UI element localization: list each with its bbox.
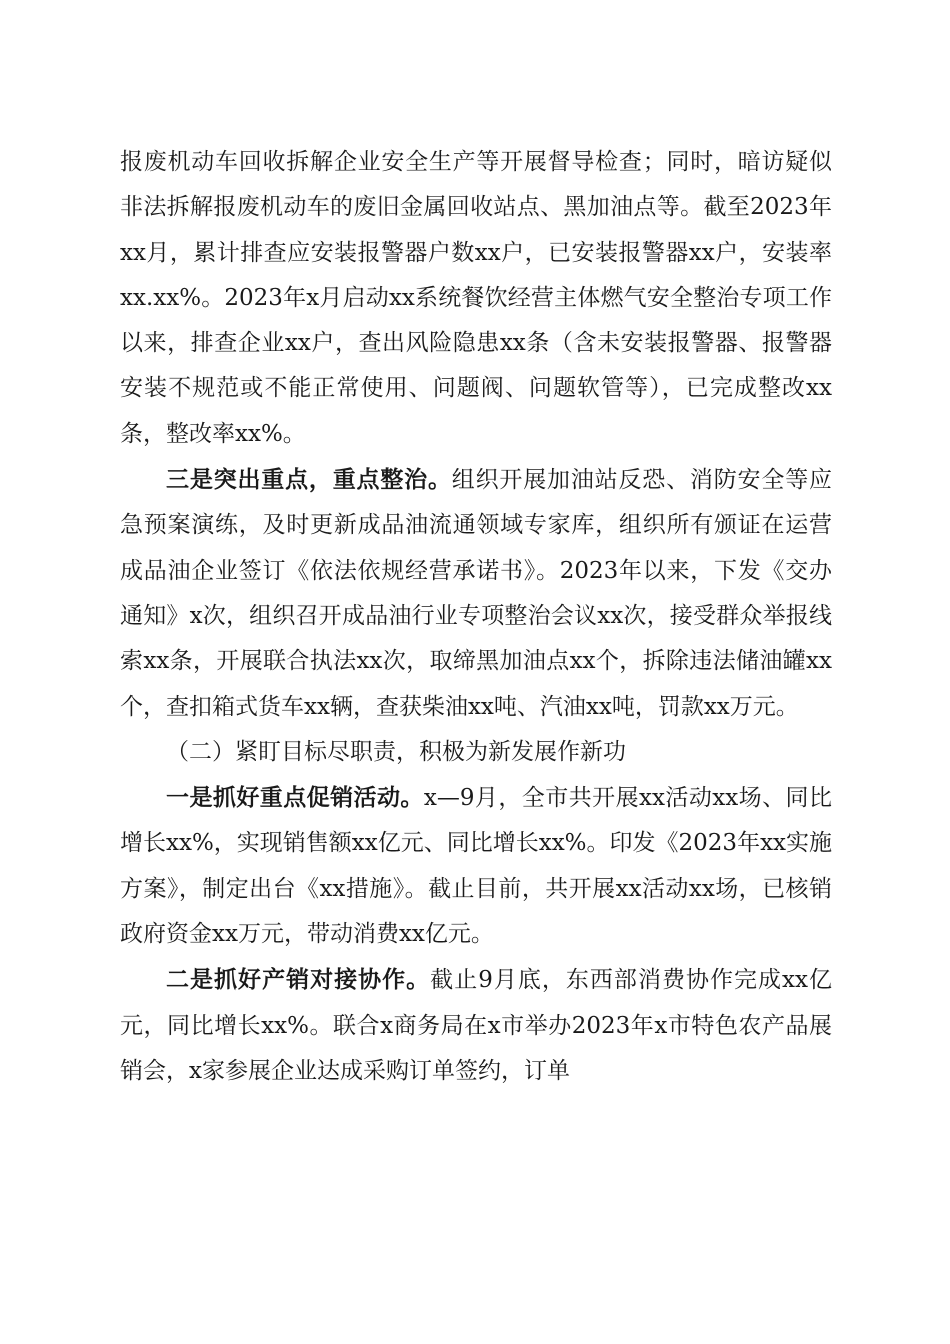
paragraph-production-sales [120,957,832,1094]
paragraph-lead: 二是抓好产销对接协作。 [166,966,431,994]
paragraph-key-rectification [120,457,832,730]
paragraph-text: 组织开展加油站反恐、消防安全等应急预案演练，及时更新成品油流通领域专家库，组织所有颁证在运营成品油企业签订《依法依规经营承诺书》。2023年以来，下发《交办通知》x次，组织召开成品油行业专项整治会议xx次，接受群众举报线索xx条，开展联合执法xx次，取缔黑加油点xx个，拆除违法储油罐xx个，查扣箱式货车xx辆，查获柴油xx吨、汽油xx吨，罚款xx万元。 [120,467,833,720]
paragraph-text: x—9月，全市共开展xx活动xx场、同比增长xx%，实现销售额xx亿元、同比增长xx%。印发《2023年xx实施方案》，制定出台《xx措施》。截止目前，共开展xx活动xx场，已核销政府资金xx万元，带动消费xx亿元。 [120,785,833,948]
section-heading: （二）紧盯目标尽职责，积极为新发展作新功 [166,738,626,765]
paragraph-continued [120,140,832,457]
paragraph-lead: 三是突出重点，重点整治。 [166,466,452,494]
paragraph-text: 报废机动车回收拆解企业安全生产等开展督导检查；同时，暗访疑似非法拆解报废机动车的废旧金属回收站点、黑加油点等。截至2023年xx月，累计排查应安装报警器户数xx户，已安装报警器xx户，安装率xx.xx%。2023年x月启动xx系统餐饮经营主体燃气安全整治专项工作以来，排查企业xx户，查出风险隐患xx条（含未安装报警器、报警器安装不规范或不能正常使用、问题阀、问题软管等），已完成整改xx条，整改率xx%。 [120,149,832,447]
paragraph-text: 截止9月底，东西部消费协作完成xx亿元，同比增长xx%。联合x商务局在x市举办2023年x市特色农产品展销会，x家参展企业达成采购订单签约，订单 [120,967,832,1084]
paragraph-lead: 一是抓好重点促销活动。 [166,784,424,812]
document-body [120,140,832,1094]
paragraph-promotion [120,775,832,957]
